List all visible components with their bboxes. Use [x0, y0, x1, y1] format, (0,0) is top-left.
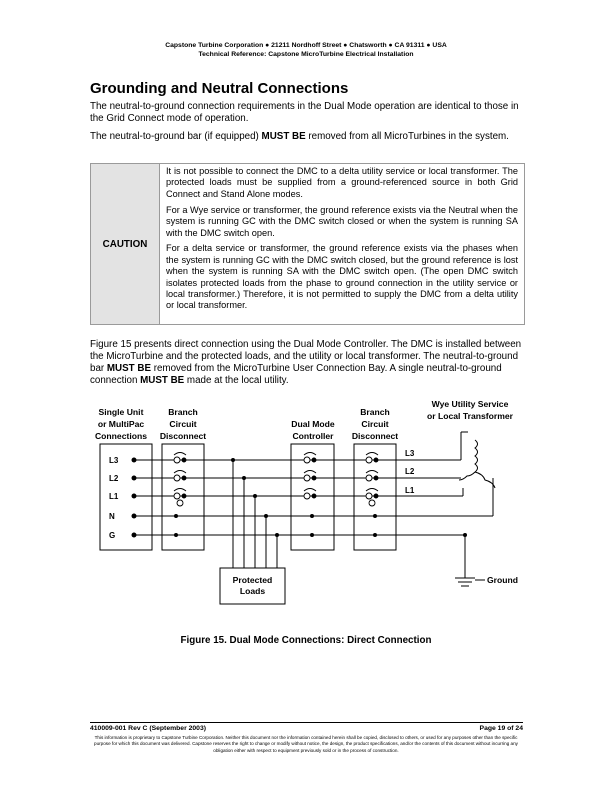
header-line-2: Technical Reference: Capstone MicroTurbine Electrical Installation	[198, 51, 414, 58]
paragraph-3-emphasis: MUST BE	[140, 375, 185, 386]
terminal-label: L3	[109, 456, 119, 465]
caution-paragraph: For a Wye service or transformer, the ground reference exists via the Neutral when the system is running GC with the DMC switch closed or when the system is running SA with the DMC switch open.	[166, 204, 518, 238]
paragraph-3-text: removed from the MicroTurbine User Connection Bay. A single neutral-to-ground connection	[90, 363, 502, 386]
label-single-unit: Connections	[94, 431, 148, 441]
label-ground: Ground	[487, 575, 519, 585]
paragraph-1: The neutral-to-ground connection requirements in the Dual Mode operation are identical to those in the Grid Connect mode of operation.	[90, 101, 519, 124]
label-branch-right: Disconnect	[351, 431, 399, 441]
caution-paragraph: For a delta service or transformer, the ground reference exists via the phases when the system is running GC with the DMC switch closed, but the ground reference is lost when the system is running SA with the DMC switch open. (The open DMC switch isolates protected loads from the phase to ground connection in the utility service or local transformer.) Therefore, it is not permitted to supply the DMC from a delta utility or local transformer.	[166, 243, 518, 311]
header-line-1: Capstone Turbine Corporation ● 21211 Nordhoff Street ● Chatsworth ● CA 91311 ● USA	[165, 42, 447, 49]
terminal-label: L1	[109, 492, 119, 501]
paragraph-3-text: made at the local utility.	[184, 375, 289, 386]
phase-label: L2	[405, 467, 415, 476]
paragraph-2-text-end: removed from all MicroTurbines in the system.	[305, 131, 509, 142]
label-protected-loads: Loads	[239, 586, 266, 596]
paragraph-3-text: Figure 15 presents direct connection using the Dual Mode Controller. The DMC is installed between the MicroTurbine and the protected loads, and the utility or local transformer. The neutral-to-ground bar	[90, 339, 522, 374]
wiring-diagram	[0, 392, 612, 622]
paragraph-2-emphasis: MUST BE	[261, 131, 306, 142]
figure-caption: Figure 15. Dual Mode Connections: Direct Connection	[180, 635, 432, 646]
label-wye: Wye Utility Service	[431, 399, 509, 409]
label-wye: or Local Transformer	[427, 411, 513, 421]
label-dual-mode: Dual Mode	[291, 419, 335, 429]
phase-label: L3	[405, 449, 415, 458]
terminal-label: G	[109, 531, 116, 540]
caution-paragraph: It is not possible to connect the DMC to a delta utility service or local transformer. The protected loads must be supplied from a ground-referenced source in both Grid Connect and Stand Alone modes.	[166, 166, 518, 199]
paragraph-3-emphasis: MUST BE	[106, 363, 151, 374]
footer-doc-number: 410009-001 Rev C (September 2003)	[90, 725, 206, 732]
label-single-unit: or MultiPac	[97, 419, 145, 429]
paragraph-3	[90, 339, 530, 387]
footer-page-number: Page 19 of 24	[479, 725, 523, 732]
phase-label: L1	[405, 486, 415, 495]
label-dual-mode: Controller	[292, 431, 334, 441]
paragraph-2-text: The neutral-to-ground bar (if equipped)	[90, 131, 262, 142]
caution-text	[160, 164, 524, 324]
label-branch-right: Branch	[360, 407, 390, 417]
terminal-label: L2	[109, 474, 119, 483]
footer-rule	[90, 722, 523, 723]
caution-box	[90, 163, 525, 325]
label-protected-loads: Protected	[232, 575, 273, 585]
label-branch-left: Branch	[168, 407, 198, 417]
caution-label: CAUTION	[91, 164, 160, 324]
terminal-label: N	[109, 512, 115, 521]
label-single-unit: Single Unit	[98, 407, 144, 417]
paragraph-2	[90, 131, 530, 143]
label-branch-left: Disconnect	[159, 431, 207, 441]
section-title: Grounding and Neutral Connections	[90, 80, 349, 97]
footer-disclaimer: This information is proprietary to Capstone Turbine Corporation. Neither this document nor the information contained herein shall be copied, disclosed to others, or used for any purposes other than the specific purpose for which this document was delivered. Capstone reserves the right to change or modify without notice, the design, the product specifications, and/or the contents of this document without incurring any obligation either with respect to equipment previously sold or in the process of construction.	[94, 735, 518, 753]
label-branch-left: Circuit	[169, 419, 197, 429]
label-branch-right: Circuit	[361, 419, 389, 429]
